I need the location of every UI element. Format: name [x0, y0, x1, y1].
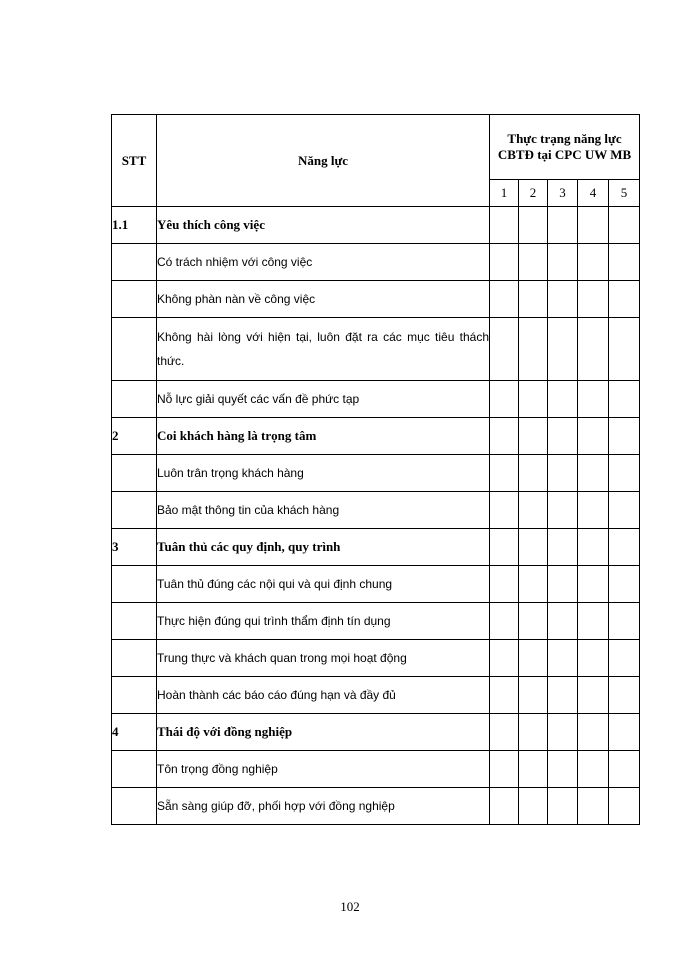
skill-label: Có trách nhiệm với công việc [157, 244, 490, 281]
skill-label: Hoàn thành các báo cáo đúng hạn và đầy đủ [157, 677, 490, 714]
stt-cell [112, 455, 157, 492]
header-skill: Năng lực [157, 115, 490, 207]
rating-cell-2 [519, 207, 548, 244]
rating-cell-2 [519, 492, 548, 529]
rating-cell-5 [609, 640, 640, 677]
rating-cell-5 [609, 244, 640, 281]
category-row [112, 418, 640, 455]
rating-cell-4 [578, 455, 609, 492]
rating-cell-5 [609, 381, 640, 418]
rating-cell-1 [490, 566, 519, 603]
table-row [112, 677, 640, 714]
rating-cell-1 [490, 418, 519, 455]
header-assessment-group: Thực trạng năng lực CBTĐ tại CPC UW MB [490, 115, 640, 180]
rating-cell-3 [548, 281, 578, 318]
skill-label: Luôn trân trọng khách hàng [157, 455, 490, 492]
rating-cell-2 [519, 640, 548, 677]
stt-cell [112, 381, 157, 418]
category-row [112, 529, 640, 566]
category-label: Coi khách hàng là trọng tâm [157, 418, 490, 455]
rating-cell-3 [548, 529, 578, 566]
category-label: Tuân thủ các quy định, quy trình [157, 529, 490, 566]
rating-cell-1 [490, 381, 519, 418]
rating-cell-5 [609, 788, 640, 825]
rating-cell-2 [519, 714, 548, 751]
rating-cell-2 [519, 244, 548, 281]
table-row [112, 381, 640, 418]
rating-cell-3 [548, 455, 578, 492]
stt-cell [112, 566, 157, 603]
rating-cell-4 [578, 788, 609, 825]
rating-cell-1 [490, 281, 519, 318]
table-row [112, 455, 640, 492]
stt-cell: 4 [112, 714, 157, 751]
rating-cell-5 [609, 281, 640, 318]
stt-cell [112, 640, 157, 677]
rating-cell-3 [548, 714, 578, 751]
header-scale-4: 4 [578, 180, 609, 207]
rating-cell-4 [578, 640, 609, 677]
table-row [112, 318, 640, 381]
header-scale-2: 2 [519, 180, 548, 207]
header-scale-5: 5 [609, 180, 640, 207]
rating-cell-2 [519, 318, 548, 381]
rating-cell-2 [519, 788, 548, 825]
rating-cell-4 [578, 492, 609, 529]
rating-cell-3 [548, 207, 578, 244]
category-label: Thái độ với đồng nghiệp [157, 714, 490, 751]
rating-cell-3 [548, 418, 578, 455]
rating-cell-4 [578, 677, 609, 714]
rating-cell-1 [490, 640, 519, 677]
rating-cell-4 [578, 566, 609, 603]
rating-cell-5 [609, 677, 640, 714]
rating-cell-1 [490, 207, 519, 244]
rating-cell-2 [519, 751, 548, 788]
rating-cell-1 [490, 603, 519, 640]
rating-cell-5 [609, 529, 640, 566]
rating-cell-2 [519, 418, 548, 455]
rating-cell-4 [578, 207, 609, 244]
rating-cell-3 [548, 788, 578, 825]
rating-cell-3 [548, 677, 578, 714]
stt-cell [112, 788, 157, 825]
table-row [112, 751, 640, 788]
skill-label: Không phàn nàn về công việc [157, 281, 490, 318]
rating-cell-4 [578, 714, 609, 751]
rating-cell-3 [548, 640, 578, 677]
rating-cell-3 [548, 381, 578, 418]
header-scale-1: 1 [490, 180, 519, 207]
rating-cell-2 [519, 677, 548, 714]
stt-cell [112, 244, 157, 281]
stt-cell: 3 [112, 529, 157, 566]
table-row [112, 640, 640, 677]
rating-cell-5 [609, 714, 640, 751]
table-body [112, 207, 640, 825]
rating-cell-4 [578, 751, 609, 788]
header-row [112, 115, 640, 180]
skill-label: Sẵn sàng giúp đỡ, phối hợp với đồng nghiệp [157, 788, 490, 825]
rating-cell-4 [578, 529, 609, 566]
rating-cell-2 [519, 566, 548, 603]
rating-cell-3 [548, 244, 578, 281]
rating-cell-1 [490, 788, 519, 825]
rating-cell-4 [578, 381, 609, 418]
skill-label: Thực hiện đúng qui trình thẩm định tín dụng [157, 603, 490, 640]
table-row [112, 492, 640, 529]
stt-cell [112, 751, 157, 788]
stt-cell: 1.1 [112, 207, 157, 244]
stt-cell: 2 [112, 418, 157, 455]
stt-cell [112, 492, 157, 529]
page-number: 102 [340, 899, 360, 914]
rating-cell-1 [490, 244, 519, 281]
skill-label: Nỗ lực giải quyết các vấn đề phức tạp [157, 381, 490, 418]
rating-cell-3 [548, 751, 578, 788]
stt-cell [112, 318, 157, 381]
table-row [112, 603, 640, 640]
category-row [112, 714, 640, 751]
skill-label: Bảo mật thông tin của khách hàng [157, 492, 490, 529]
rating-cell-4 [578, 244, 609, 281]
stt-cell [112, 677, 157, 714]
rating-cell-5 [609, 566, 640, 603]
rating-cell-4 [578, 281, 609, 318]
skill-label: Tuân thủ đúng các nội qui và qui định chung [157, 566, 490, 603]
rating-cell-1 [490, 318, 519, 381]
table-row [112, 244, 640, 281]
header-scale-3: 3 [548, 180, 578, 207]
category-row [112, 207, 640, 244]
rating-cell-3 [548, 318, 578, 381]
competency-survey-table [111, 114, 640, 825]
rating-cell-2 [519, 529, 548, 566]
rating-cell-2 [519, 603, 548, 640]
rating-cell-1 [490, 492, 519, 529]
rating-cell-5 [609, 207, 640, 244]
rating-cell-2 [519, 381, 548, 418]
rating-cell-5 [609, 318, 640, 381]
rating-cell-5 [609, 492, 640, 529]
rating-cell-1 [490, 751, 519, 788]
category-label: Yêu thích công việc [157, 207, 490, 244]
rating-cell-2 [519, 455, 548, 492]
stt-cell [112, 603, 157, 640]
rating-cell-3 [548, 603, 578, 640]
header-stt: STT [112, 115, 157, 207]
rating-cell-3 [548, 566, 578, 603]
skill-label: Tôn trọng đồng nghiệp [157, 751, 490, 788]
skill-label: Trung thực và khách quan trong mọi hoạt động [157, 640, 490, 677]
table-row [112, 281, 640, 318]
skill-label: Không hài lòng với hiện tại, luôn đặt ra các mục tiêu thách thức. [157, 318, 490, 381]
rating-cell-5 [609, 751, 640, 788]
rating-cell-4 [578, 603, 609, 640]
rating-cell-4 [578, 418, 609, 455]
rating-cell-1 [490, 455, 519, 492]
table-row [112, 788, 640, 825]
rating-cell-5 [609, 603, 640, 640]
rating-cell-4 [578, 318, 609, 381]
rating-cell-5 [609, 418, 640, 455]
rating-cell-2 [519, 281, 548, 318]
table-row [112, 566, 640, 603]
rating-cell-3 [548, 492, 578, 529]
stt-cell [112, 281, 157, 318]
rating-cell-1 [490, 677, 519, 714]
rating-cell-1 [490, 714, 519, 751]
rating-cell-5 [609, 455, 640, 492]
rating-cell-1 [490, 529, 519, 566]
